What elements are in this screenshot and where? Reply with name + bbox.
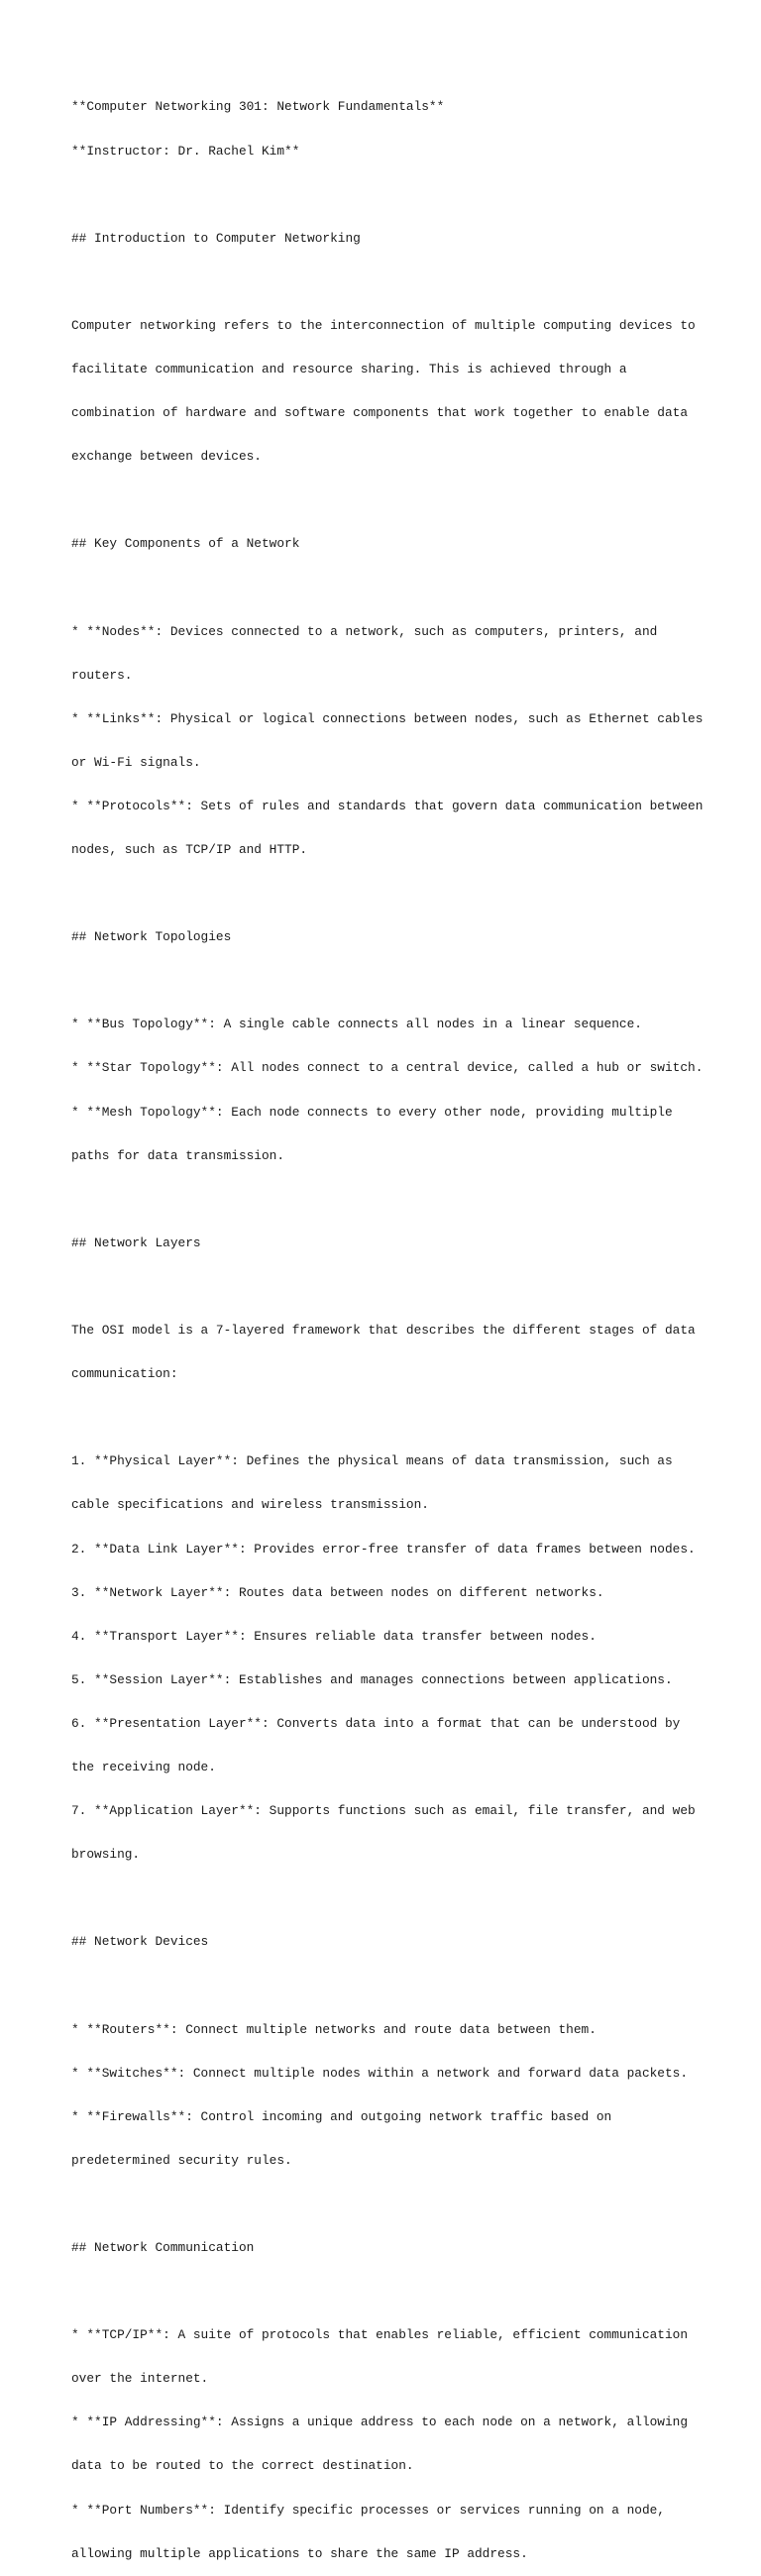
blank-line [71, 275, 715, 290]
blank-line [71, 887, 715, 902]
list-item-line: routers. [71, 667, 133, 683]
blank-line [71, 1979, 715, 1993]
list-item-line: or Wi-Fi signals. [71, 754, 201, 770]
list-item-line: over the internet. [71, 2371, 209, 2387]
list-item-line: paths for data transmission. [71, 1147, 285, 1163]
heading-network-topologies: ## Network Topologies [71, 929, 232, 945]
blank-line [71, 2198, 715, 2212]
paragraph-line: Computer networking refers to the interconnection of multiple computing devices to [71, 317, 696, 333]
blank-line [71, 1891, 715, 1906]
list-item-line: * **Switches**: Connect multiple nodes within a network and forward data packets. [71, 2065, 689, 2081]
heading-network-layers: ## Network Layers [71, 1234, 201, 1250]
list-item-line: * **Protocols**: Sets of rules and standards that govern data communication between [71, 798, 704, 813]
document-body [71, 71, 715, 2576]
numbered-item-line: 3. **Network Layer**: Routes data between nodes on different networks. [71, 1584, 604, 1600]
blank-line [71, 493, 715, 508]
list-item-line: * **Firewalls**: Control incoming and outgoing network traffic based on [71, 2108, 612, 2124]
list-item-line: * **Bus Topology**: A single cable connects all nodes in a linear sequence. [71, 1017, 642, 1032]
blank-line [71, 974, 715, 989]
course-title: **Computer Networking 301: Network Fundamentals** [71, 99, 445, 115]
list-item-line: * **Port Numbers**: Identify specific processes or services running on a node, [71, 2502, 665, 2518]
heading-network-devices: ## Network Devices [71, 1934, 209, 1950]
list-item-line: * **Star Topology**: All nodes connect to a central device, called a hub or switch. [71, 1060, 704, 1076]
blank-line [71, 581, 715, 595]
blank-line [71, 1193, 715, 1208]
list-item-line: nodes, such as TCP/IP and HTTP. [71, 842, 308, 857]
blank-line [71, 2285, 715, 2300]
numbered-item-line: 1. **Physical Layer**: Defines the physical means of data transmission, such as [71, 1453, 673, 1469]
numbered-item-line: 5. **Session Layer**: Establishes and manages connections between applications. [71, 1671, 673, 1687]
blank-line [71, 188, 715, 203]
list-item-line: * **TCP/IP**: A suite of protocols that enables reliable, efficient communication [71, 2327, 689, 2343]
list-item-line: allowing multiple applications to share the same IP address. [71, 2545, 528, 2561]
blank-line [71, 1411, 715, 1426]
paragraph-line: exchange between devices. [71, 449, 262, 465]
list-item-line: predetermined security rules. [71, 2152, 292, 2168]
paragraph-line: combination of hardware and software components that work together to enable data [71, 405, 689, 421]
numbered-item-line: 6. **Presentation Layer**: Converts data into a format that can be understood by [71, 1715, 681, 1731]
heading-introduction: ## Introduction to Computer Networking [71, 230, 361, 246]
list-item-line: * **Mesh Topology**: Each node connects to every other node, providing multiple [71, 1104, 673, 1120]
paragraph-line: facilitate communication and resource sharing. This is achieved through a [71, 361, 627, 376]
heading-network-communication: ## Network Communication [71, 2240, 255, 2255]
numbered-item-line: cable specifications and wireless transmission. [71, 1497, 429, 1513]
numbered-item-line: 7. **Application Layer**: Supports functions such as email, file transfer, and web [71, 1803, 696, 1819]
instructor-line: **Instructor: Dr. Rachel Kim** [71, 143, 300, 159]
paragraph-line: The OSI model is a 7-layered framework that describes the different stages of data [71, 1323, 696, 1339]
blank-line [71, 1280, 715, 1295]
numbered-item-line: 4. **Transport Layer**: Ensures reliable data transfer between nodes. [71, 1628, 597, 1644]
numbered-item-line: 2. **Data Link Layer**: Provides error-free transfer of data frames between nodes. [71, 1541, 696, 1556]
numbered-item-line: browsing. [71, 1847, 141, 1863]
paragraph-line: communication: [71, 1366, 178, 1382]
list-item-line: * **Links**: Physical or logical connections between nodes, such as Ethernet cables [71, 710, 704, 726]
list-item-line: * **Nodes**: Devices connected to a network, such as computers, printers, and [71, 623, 658, 639]
numbered-item-line: the receiving node. [71, 1759, 216, 1774]
list-item-line: * **IP Addressing**: Assigns a unique address to each node on a network, allowing [71, 2415, 689, 2430]
list-item-line: data to be routed to the correct destination. [71, 2458, 414, 2474]
heading-key-components: ## Key Components of a Network [71, 536, 300, 552]
list-item-line: * **Routers**: Connect multiple networks and route data between them. [71, 2021, 597, 2037]
